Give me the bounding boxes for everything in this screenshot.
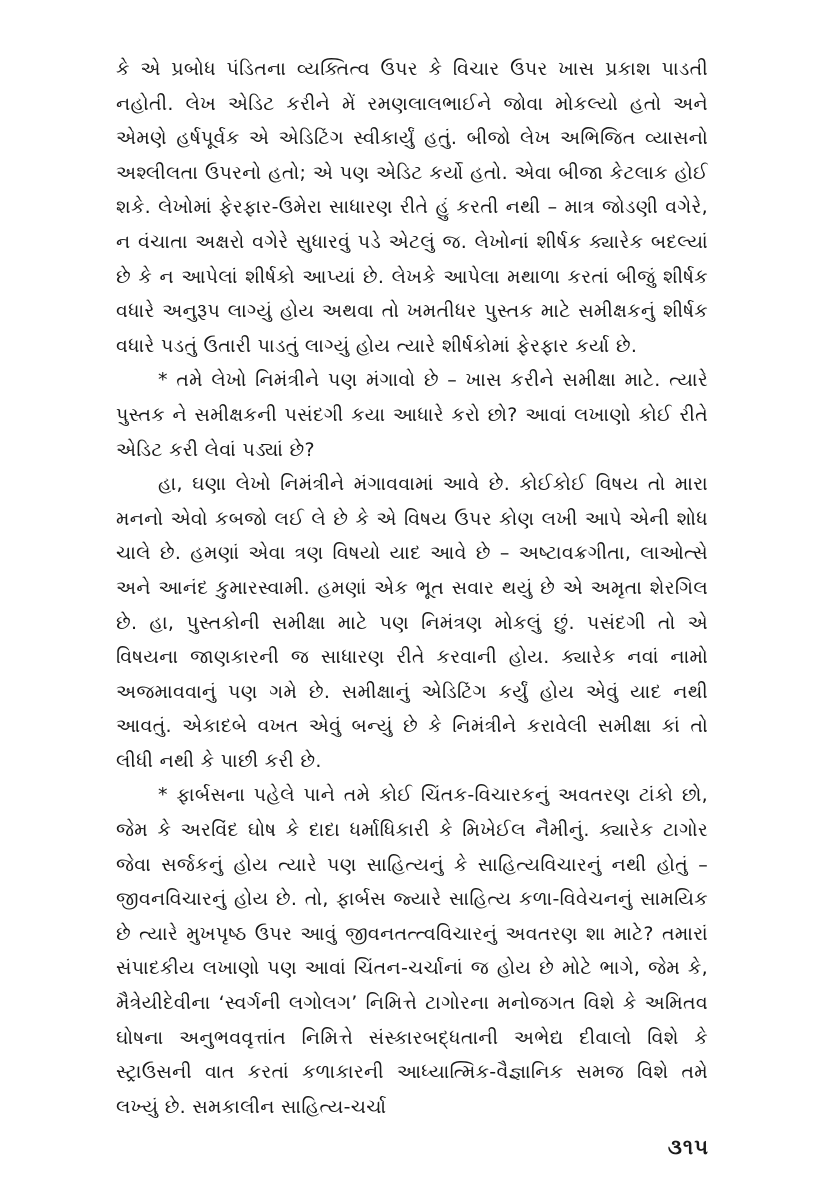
paragraph: * તમે લેખો નિમંત્રીને પણ મંગાવો છે – ખાસ કરીને સમીક્ષા માટે. ત્યારે પુસ્તક ને સમીક્ષકની પસંદગી કયા આધારે કરો છો? આવાં લખાણો કોઈ રીતે એડિટ કરી લેવાં પડ્યાં છે? <box>116 369 708 461</box>
body-text <box>116 52 708 1124</box>
page-number: ૩૧૫ <box>667 1135 709 1159</box>
paragraph: કે એ પ્રબોધ પંડિતના વ્યક્તિત્વ ઉપર કે વિચાર ઉપર ખાસ પ્રકાશ પાડતી નહોતી. લેખ એડિટ કરીને મેં રમણલાલભાઈને જોવા મોકલ્યો હતો અને એમણે હર્ષપૂર્વક એ એડિટિંગ સ્વીકાર્યું હતું. બીજો લેખ અભિજિત વ્યાસનો અશ્લીલતા ઉપરનો હતો; એ પણ એડિટ કર્યો હતો. એવા બીજા કેટલાક હોઈ શકે. લેખોમાં ફેરફાર-ઉમેરા સાધારણ રીતે હું કરતી નથી – માત્ર જોડણી વગેરે, ન વંચાતા અક્ષરો વગેરે સુધારવું પડે એટલું જ. લેખોનાં શીર્ષક ક્યારેક બદલ્યાં છે કે ન આપેલાં શીર્ષકો આપ્યાં છે. લેખકે આપેલા મથાળા કરતાં બીજું શીર્ષક વધારે અનુરૂપ લાગ્યું હોય અથવા તો ખમતીધર પુસ્તક માટે સમીક્ષકનું શીર્ષક વધારે પડતું ઉતારી પાડતું લાગ્યું હોય ત્યારે શીર્ષકોમાં ફેરફાર કર્યા છે. <box>116 58 708 357</box>
paragraph: * ફાર્બસના પહેલે પાને તમે કોઈ ચિંતક-વિચારકનું અવતરણ ટાંકો છો, જેમ કે અરવિંદ ઘોષ કે દાદા ધર્માધિકારી કે મિખેઈલ નૈમીનું. ક્યારેક ટાગોર જેવા સર્જકનું હોય ત્યારે પણ સાહિત્યનું કે સાહિત્યવિચારનું નથી હોતું – જીવનવિચારનું હોય છે. તો, ફાર્બસ જ્યારે સાહિત્ય કળા-વિવેચનનું સામયિક છે ત્યારે મુખપૃષ્ઠ ઉપર આવું જીવનતત્ત્વવિચારનું અવતરણ શા માટે? તમારાં સંપાદકીય લખાણો પણ આવાં ચિંતન-ચર્ચાનાં જ હોય છે મોટે ભાગે, જેમ કે, મૈત્રેયીદેવીના ‘સ્વર્ગની લગોલગ’ નિમિત્તે ટાગોરના મનોજગત વિશે કે અમિતવ ઘોષના અનુભવવૃત્તાંત નિમિત્તે સંસ્કારબદ્ધતાની અભેદ્ય દીવાલો વિશે કે સ્ટ્રાઉસની વાત કરતાં કળાકારની આધ્યાત્મિક-વૈજ્ઞાનિક સમજ વિશે તમે લખ્યું છે. સમકાલીન સાહિત્ય-ચર્ચા <box>116 784 708 1118</box>
paragraph: હા, ઘણા લેખો નિમંત્રીને મંગાવવામાં આવે છે. કોઈકોઈ વિષય તો મારા મનનો એવો કબજો લઈ લે છે કે એ વિષય ઉપર કોણ લખી આપે એની શોધ ચાલે છે. હમણાં એવા ત્રણ વિષયો યાદ આવે છે – અષ્ટાવક્રગીતા, લાઓત્સે અને આનંદ કુમારસ્વામી. હમણાં એક ભૂત સવાર થયું છે એ અમૃતા શેરગિલ છે. હા, પુસ્તકોની સમીક્ષા માટે પણ નિમંત્રણ મોકલું છું. પસંદગી તો એ વિષયના જાણકારની જ સાધારણ રીતે કરવાની હોય. ક્યારેક નવાં નામો અજમાવવાનું પણ ગમે છે. સમીક્ષાનું એડિટિંગ કર્યું હોય એવું યાદ નથી આવતું. એકાદબે વખત એવું બન્યું છે કે નિમંત્રીને કરાવેલી સમીક્ષા કાં તો લીધી નથી કે પાછી કરી છે. <box>116 473 708 772</box>
